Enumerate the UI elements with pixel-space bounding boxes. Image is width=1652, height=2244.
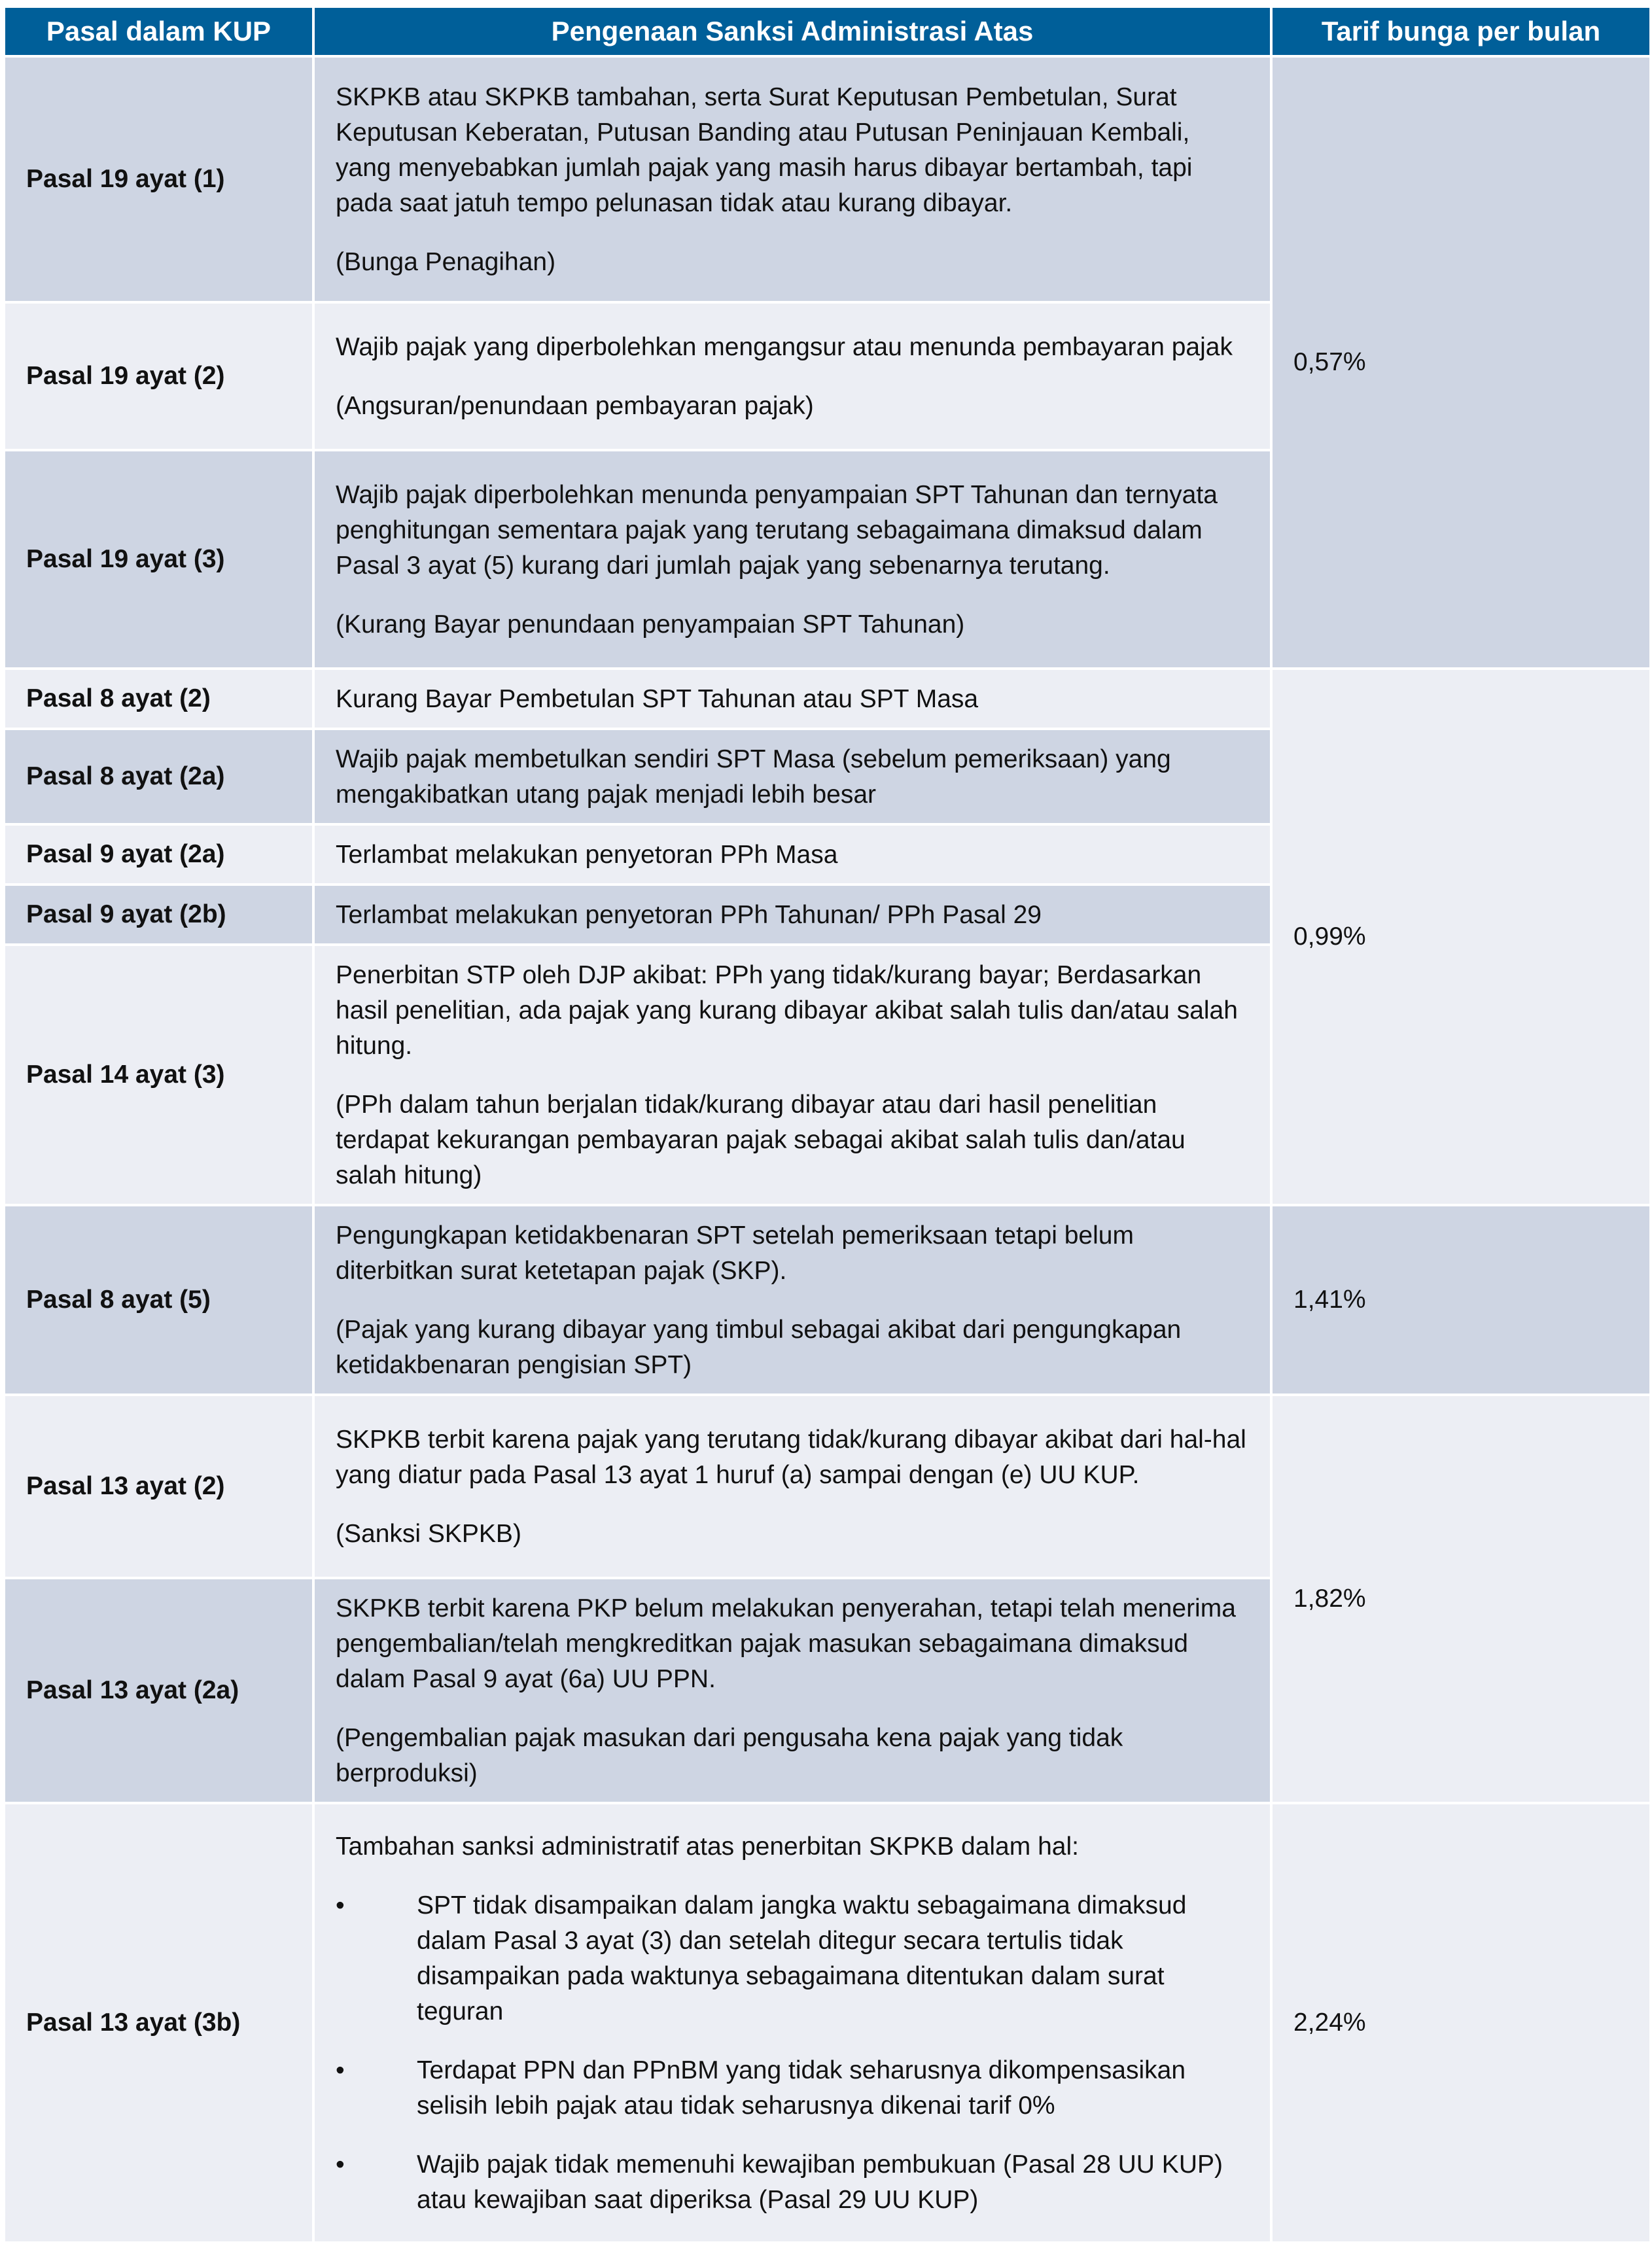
list-item-text: Wajib pajak tidak memenuhi kewajiban pembukuan (Pasal 28 UU KUP) atau kewajiban saat diperiksa (Pasal 29 UU KUP) bbox=[417, 2150, 1223, 2214]
description-cell bbox=[313, 669, 1271, 729]
description-text: Wajib pajak membetulkan sendiri SPT Masa (sebelum pemeriksaan) yang mengakibatkan utang pajak menjadi lebih besar bbox=[336, 745, 1171, 809]
description-note: (Pengembalian pajak masukan dari pengusaha kena pajak yang tidak berproduksi) bbox=[336, 1724, 1123, 1787]
table-row bbox=[4, 1395, 1651, 1578]
description-text: SKPKB terbit karena pajak yang terutang tidak/kurang dibayar akibat dari hal-hal yang diatur pada Pasal 13 ayat 1 huruf (a) sampai dengan (e) UU KUP. bbox=[336, 1426, 1246, 1489]
header-pengenaan: Pengenaan Sanksi Administrasi Atas bbox=[313, 7, 1271, 56]
description-text: Terlambat melakukan penyetoran PPh Masa bbox=[336, 841, 838, 869]
list-item bbox=[336, 2147, 1248, 2218]
header-tarif: Tarif bunga per bulan bbox=[1271, 7, 1651, 56]
table-header bbox=[4, 7, 1651, 56]
description-text: Wajib pajak diperbolehkan menunda penyampaian SPT Tahunan dan ternyata penghitungan sementara pajak yang terutang sebagaimana dimaksud dalam Pasal 3 ayat (5) kurang dari jumlah pajak yang sebenarnya terutang. bbox=[336, 481, 1218, 580]
description-text: Tambahan sanksi administratif atas penerbitan SKPKB dalam hal: bbox=[336, 1832, 1079, 1861]
description-note: (Sanksi SKPKB) bbox=[336, 1520, 521, 1548]
rate-cell: 0,57% bbox=[1271, 56, 1651, 669]
rate-cell: 2,24% bbox=[1271, 1803, 1651, 2243]
description-text: Kurang Bayar Pembetulan SPT Tahunan atau SPT Masa bbox=[336, 685, 979, 713]
description-text: Penerbitan STP oleh DJP akibat: PPh yang tidak/kurang bayar; Berdasarkan hasil penelitian, ada pajak yang kurang dibayar akibat salah tulis dan/atau salah hitung. bbox=[336, 961, 1238, 1060]
pasal-cell: Pasal 13 ayat (3b) bbox=[4, 1803, 313, 2243]
list-item bbox=[336, 1888, 1248, 2029]
description-cell bbox=[313, 1205, 1271, 1395]
bullet-icon: • bbox=[336, 1891, 345, 1920]
header-pasal: Pasal dalam KUP bbox=[4, 7, 313, 56]
pasal-cell: Pasal 8 ayat (2) bbox=[4, 669, 313, 729]
bullet-icon: • bbox=[336, 2056, 345, 2084]
table-body bbox=[4, 56, 1651, 2243]
description-text: SKPKB terbit karena PKP belum melakukan penyerahan, tetapi telah menerima pengembalian/telah mengkreditkan pajak masukan sebagaimana dimaksud dalam Pasal 9 ayat (6a) UU PPN. bbox=[336, 1594, 1236, 1693]
table-row bbox=[4, 669, 1651, 729]
description-note: (Bunga Penagihan) bbox=[336, 248, 556, 276]
description-cell bbox=[313, 1395, 1271, 1578]
description-cell bbox=[313, 56, 1271, 302]
pasal-cell: Pasal 19 ayat (1) bbox=[4, 56, 313, 302]
pasal-cell: Pasal 19 ayat (2) bbox=[4, 302, 313, 450]
list-item bbox=[336, 2053, 1248, 2124]
table-row bbox=[4, 1803, 1651, 2243]
pasal-cell: Pasal 8 ayat (2a) bbox=[4, 729, 313, 824]
description-text: SKPKB atau SKPKB tambahan, serta Surat Keputusan Pembetulan, Surat Keputusan Keberatan, Putusan Banding atau Putusan Peninjauan Kembali, yang menyebabkan jumlah pajak yang masih harus dibayar bertambah, tapi pada saat jatuh tempo pelunasan tidak atau kurang dibayar. bbox=[336, 83, 1193, 217]
pasal-cell: Pasal 9 ayat (2b) bbox=[4, 885, 313, 945]
description-text: Wajib pajak yang diperbolehkan mengangsur atau menunda pembayaran pajak bbox=[336, 333, 1233, 361]
description-cell bbox=[313, 1803, 1271, 2243]
description-note: (Angsuran/penundaan pembayaran pajak) bbox=[336, 392, 814, 420]
description-cell bbox=[313, 885, 1271, 945]
rate-cell: 1,41% bbox=[1271, 1205, 1651, 1395]
pasal-cell: Pasal 9 ayat (2a) bbox=[4, 824, 313, 885]
description-note: (Kurang Bayar penundaan penyampaian SPT Tahunan) bbox=[336, 610, 965, 639]
sanksi-table bbox=[3, 5, 1652, 2244]
bullet-list bbox=[336, 1888, 1248, 2218]
description-cell bbox=[313, 729, 1271, 824]
list-item-text: Terdapat PPN dan PPnBM yang tidak seharusnya dikompensasikan selisih lebih pajak atau tidak seharusnya dikenai tarif 0% bbox=[417, 2056, 1186, 2120]
pasal-cell: Pasal 14 ayat (3) bbox=[4, 945, 313, 1205]
table-row bbox=[4, 1205, 1651, 1395]
list-item-text: SPT tidak disampaikan dalam jangka waktu sebagaimana dimaksud dalam Pasal 3 ayat (3) dan setelah ditegur secara tertulis tidak disampaikan pada waktunya sebagaimana ditentukan dalam surat teguran bbox=[417, 1891, 1187, 2025]
bullet-icon: • bbox=[336, 2150, 345, 2179]
rate-cell: 0,99% bbox=[1271, 669, 1651, 1205]
description-note: (PPh dalam tahun berjalan tidak/kurang dibayar atau dari hasil penelitian terdapat kekurangan pembayaran pajak sebagai akibat salah tulis dan/atau salah hitung) bbox=[336, 1091, 1186, 1189]
rate-cell: 1,82% bbox=[1271, 1395, 1651, 1803]
description-cell bbox=[313, 302, 1271, 450]
pasal-cell: Pasal 13 ayat (2a) bbox=[4, 1578, 313, 1803]
pasal-cell: Pasal 13 ayat (2) bbox=[4, 1395, 313, 1578]
table-row bbox=[4, 56, 1651, 302]
description-cell bbox=[313, 945, 1271, 1205]
description-note: (Pajak yang kurang dibayar yang timbul sebagai akibat dari pengungkapan ketidakbenaran pengisian SPT) bbox=[336, 1316, 1182, 1379]
description-cell bbox=[313, 824, 1271, 885]
pasal-cell: Pasal 8 ayat (5) bbox=[4, 1205, 313, 1395]
description-cell bbox=[313, 450, 1271, 669]
description-text: Pengungkapan ketidakbenaran SPT setelah pemeriksaan tetapi belum diterbitkan surat ketetapan pajak (SKP). bbox=[336, 1221, 1134, 1285]
pasal-cell: Pasal 19 ayat (3) bbox=[4, 450, 313, 669]
header-row bbox=[4, 7, 1651, 56]
description-cell bbox=[313, 1578, 1271, 1803]
description-text: Terlambat melakukan penyetoran PPh Tahunan/ PPh Pasal 29 bbox=[336, 901, 1042, 929]
